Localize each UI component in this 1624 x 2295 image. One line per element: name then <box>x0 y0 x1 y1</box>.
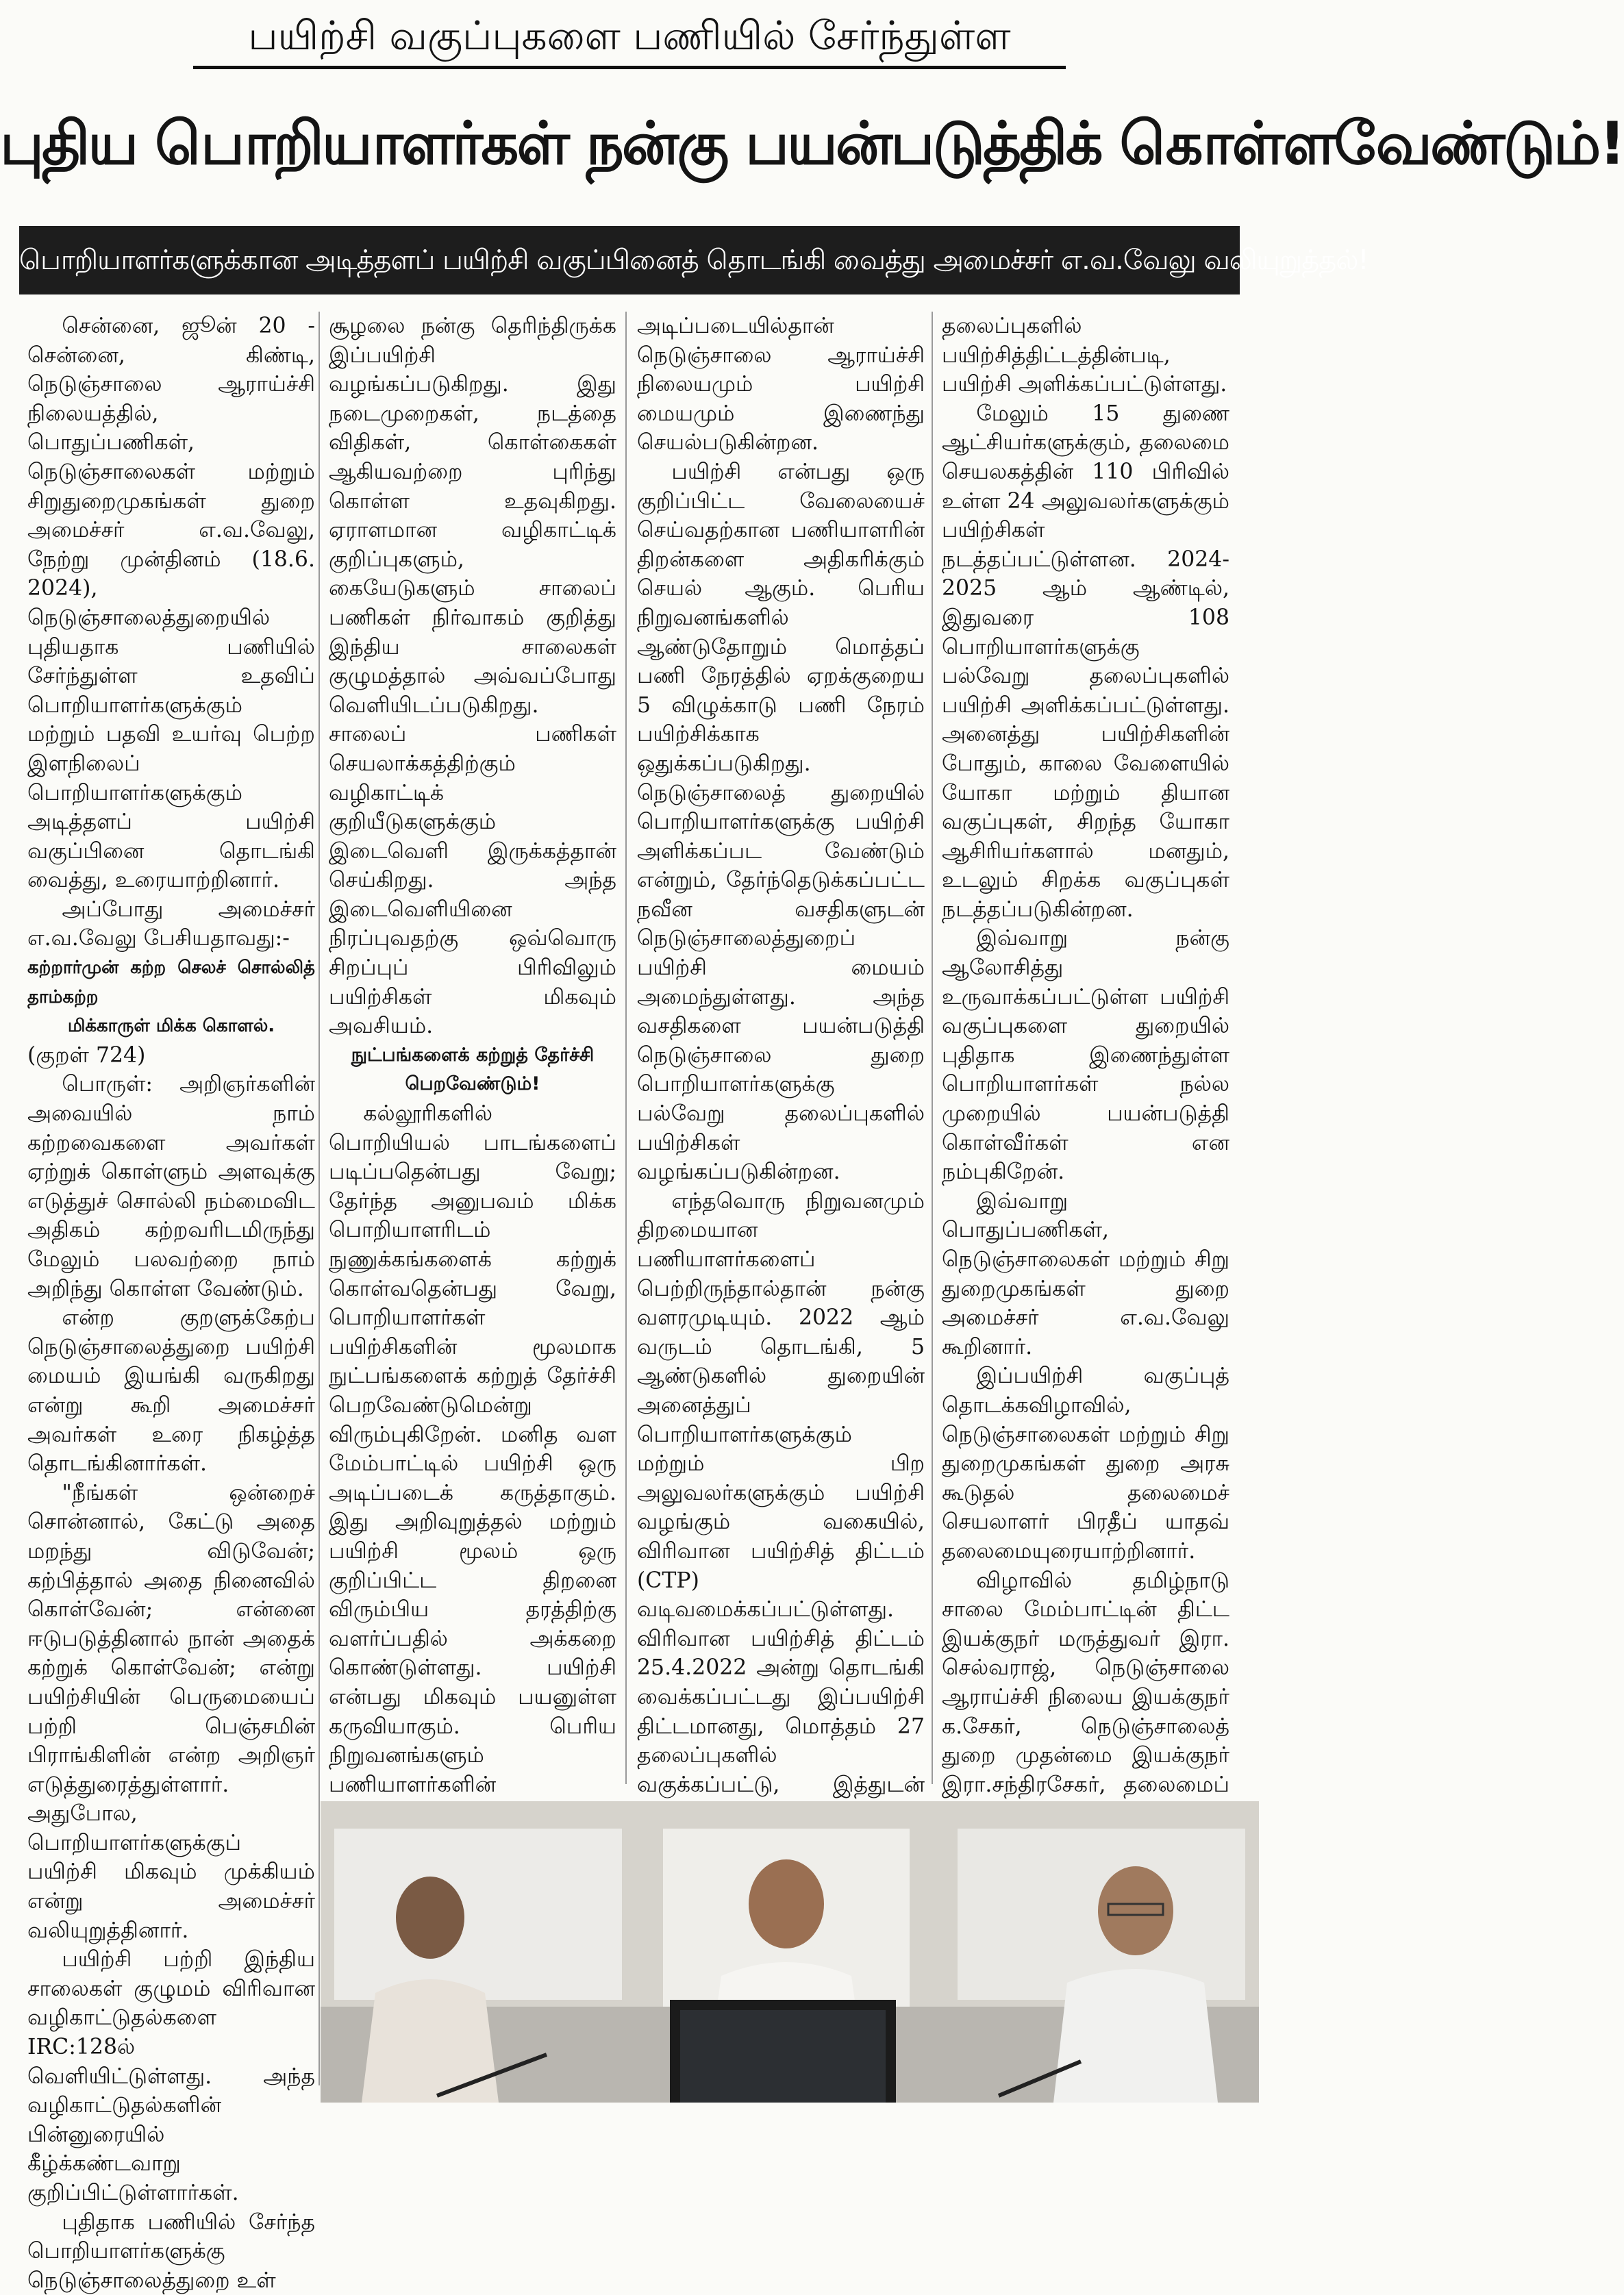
paragraph: மேலும் 15 துணை ஆட்சியர்களுக்கும், தலைமை செயலகத்தின் 110 பிரிவில் உள்ள 24 அலுவலர்களுக்கும் பயிற்சிகள் நடத்தப்பட்டுள்ளன. 2024-2025 ஆம் ஆண்டில், இதுவரை 108 பொறியாளர்களுக்கு பல்வேறு தலைப்புகளில் பயிற்சி அளிக்கப்பட்டுள்ளது. அனைத்து பயிற்சிகளின் போதும், காலை வேளையில் யோகா மற்றும் தியான வகுப்புகள், சிறந்த யோகா ஆசிரியர்களால் மனதும், உடலும் சிறக்க வகுப்புகள் நடத்தப்படுகின்றன. <box>942 401 1229 922</box>
headline: புதிய பொறியாளர்கள் நன்கு பயன்படுத்திக் கொள்ளவேண்டும்! <box>0 110 1624 178</box>
paragraph: இப்பயிற்சி வகுப்புத் தொடக்கவிழாவில், நெடுஞ்சாலைகள் மற்றும் சிறு துறைமுகங்கள் துறை அரசு கூடுதல் தலைமைச் செயலாளர் பிரதீப் யாதவ் தலைமையுரையாற்றினார். <box>942 1364 1229 1564</box>
column-rule <box>625 312 627 1784</box>
paragraph: விழாவில் தமிழ்நாடு சாலை மேம்பாட்டின் திட்ட இயக்குநர் மருத்துவர் இரா. செல்வராஜ், நெடுஞ்சாலை ஆராய்ச்சி நிலைய இயக்குநர் க.சேகர், நெடுஞ்சாலைத் துறை முதன்மை இயக்குநர் இரா.சந்திரசேகர், தலைமைப் <box>942 1568 1229 1797</box>
column-rule <box>932 312 933 1784</box>
kural-reference: (குறள் 724) <box>27 1042 146 1068</box>
article-column-2 <box>329 312 616 1801</box>
paragraph: இவ்வாறு பொதுப்பணிகள், நெடுஞ்சாலைகள் மற்றும் சிறு துறைமுகங்கள் துறை அமைச்சர் எ.வ.வேலு கூறினார். <box>942 1188 1229 1359</box>
paragraph: தலைப்புகளில் பயிற்சித்திட்டத்தின்படி, பயிற்சி அளிக்கப்பட்டுள்ளது. <box>942 314 1227 397</box>
article-column-3 <box>637 312 925 1801</box>
paragraph: "நீங்கள் ஒன்றைச் சொன்னால், கேட்டு அதை மறந்து விடுவேன்; கற்பித்தால் அதை நினைவில் கொள்வேன்; என்னை ஈடுபடுத்தினால் நான் அதைக் கற்றுக் கொள்வேன்; என்று பயிற்சியின் பெருமையைப் பற்றி பெஞ்சமின் பிராங்கிளின் என்ற அறிஞர் எடுத்துரைத்துள்ளார். அதுபோல, பொறியாளர்களுக்குப் பயிற்சி மிகவும் முக்கியம் என்று அமைச்சர் வலியுறுத்தினார். <box>27 1480 315 1943</box>
paragraph: சூழலை நன்கு தெரிந்திருக்க இப்பயிற்சி வழங்கப்படுகிறது. இது நடைமுறைகள், நடத்தை விதிகள், கொள்கைகள் ஆகியவற்றை புரிந்து கொள்ள உதவுகிறது. ஏராளமான வழிகாட்டிக் குறிப்புகளும், கையேடுகளும் சாலைப் பணிகள் நிர்வாகம் குறித்து இந்திய சாலைகள் குழுமத்தால் அவ்வப்போது வெளியிடப்படுகிறது. சாலைப் பணிகள் செயலாக்கத்திற்கும் வழிகாட்டிக் குறியீடுகளுக்கும் இடைவெளி இருக்கத்தான் செய்கிறது. அந்த இடைவெளியினை நிரப்புவதற்கு ஒவ்வொரு சிறப்புப் பிரிவிலும் பயிற்சிகள் மிகவும் அவசியம். <box>329 314 616 1039</box>
article-column-1 <box>27 312 315 2293</box>
paragraph: சென்னை, ஜூன் 20 - சென்னை, கிண்டி, நெடுஞ்சாலை ஆராய்ச்சி நிலையத்தில், பொதுப்பணிகள், நெடுஞ்சாலைகள் மற்றும் சிறுதுறைமுகங்கள் துறை அமைச்சர் எ.வ.வேலு, நேற்று முன்தினம் (18.6. 2024), நெடுஞ்சாலைத்துறையில் புதியதாக பணியில் சேர்ந்துள்ள உதவிப் பொறியாளர்களுக்கும் மற்றும் பதவி உயர்வு பெற்ற இளநிலைப் பொறியாளர்களுக்கும் அடித்தளப் பயிற்சி வகுப்பினை தொடங்கி வைத்து, உரையாற்றினார். <box>27 314 315 893</box>
paragraph: பொருள்: அறிஞர்களின் அவையில் நாம் கற்றவைகளை அவர்கள் ஏற்றுக் கொள்ளும் அளவுக்கு எடுத்துச் சொல்லி நம்மைவிட அதிகம் கற்றவரிடமிருந்து மேலும் பலவற்றை நாம் அறிந்து கொள்ள வேண்டும். <box>27 1072 315 1301</box>
paragraph: அடிப்படையில்தான் நெடுஞ்சாலை ஆராய்ச்சி நிலையமும் பயிற்சி மையமும் இணைந்து செயல்படுகின்றன. <box>637 314 925 455</box>
kicker: பயிற்சி வகுப்புகளை பணியில் சேர்ந்துள்ள <box>193 5 1065 69</box>
paragraph: அப்போது அமைச்சர் எ.வ.வேலு பேசியதாவது:- <box>27 896 315 951</box>
event-photo-illustration <box>321 1801 1259 2103</box>
kicker-wrap <box>0 5 1259 67</box>
kural-line-1: கற்றார்முன் கற்ற செலச் சொல்லித் தாம்கற்ற <box>27 957 315 1007</box>
paragraph: எந்தவொரு நிறுவனமும் திறமையான பணியாளர்களைப் பெற்றிருந்தால்தான் நன்கு வளரமுடியும். 2022 ஆம் வருடம் தொடங்கி, 5 ஆண்டுகளில் துறையின் அனைத்துப் பொறியாளர்களுக்கும் மற்றும் பிற அலுவலர்களுக்கும் பயிற்சி வழங்கும் வகையில், விரிவான பயிற்சித் திட்டம் (CTP) வடிவமைக்கப்பட்டுள்ளது. விரிவான பயிற்சித் திட்டம் 25.4.2022 அன்று தொடங்கி வைக்கப்பட்டது இப்பயிற்சி திட்டமானது, மொத்தம் 27 தலைப்புகளில் வகுக்கப்பட்டு, இத்துடன் <box>637 1188 925 1797</box>
paragraph: புதிதாக பணியில் சேர்ந்த பொறியாளர்களுக்கு நெடுஞ்சாலைத்துறை உள் <box>27 2209 315 2293</box>
sub-heading: நுட்பங்களைக் கற்றுத் தேர்ச்சி பெறவேண்டும்! <box>351 1044 595 1095</box>
column-rule <box>318 312 320 2085</box>
event-photo <box>321 1801 1259 2103</box>
kural-line-2: மிக்காருள் மிக்க கொளல். <box>67 1016 275 1037</box>
paragraph: என்ற குறளுக்கேற்ப நெடுஞ்சாலைத்துறை பயிற்சி மையம் இயங்கி வருகிறது என்று கூறி அமைச்சர் அவர்கள் உரை நிகழ்த்த தொடங்கினார்கள். <box>27 1305 315 1477</box>
paragraph: கல்லூரிகளில் பொறியியல் பாடங்களைப் படிப்பதென்பது வேறு; தேர்ந்த அனுபவம் மிக்க பொறியாளரிடம் நுணுக்கங்களைக் கற்றுக் கொள்வதென்பது வேறு, பொறியாளர்கள் பயிற்சிகளின் மூலமாக நுட்பங்களைக் கற்றுத் தேர்ச்சி பெறவேண்டுமென்று விரும்புகிறேன். மனித வள மேம்பாட்டில் பயிற்சி ஒரு அடிப்படைக் கருத்தாகும். இது அறிவுறுத்தல் மற்றும் பயிற்சி மூலம் ஒரு குறிப்பிட்ட திறனை விரும்பிய தரத்திற்கு வளர்ப்பதில் அக்கறை கொண்டுள்ளது. பயிற்சி என்பது மிகவும் பயனுள்ள கருவியாகும். பெரிய நிறுவனங்களும் பணியாளர்களின் <box>329 1101 616 1797</box>
paragraph: பயிற்சி பற்றி இந்திய சாலைகள் குழுமம் விரிவான வழிகாட்டுதல்களை IRC:128ல் வெளியிட்டுள்ளது. அந்த வழிகாட்டுதல்களின் பின்னுரையில் கீழ்க்கண்டவாறு குறிப்பிட்டுள்ளார்கள். <box>27 1947 315 2205</box>
paragraph: இவ்வாறு நன்கு ஆலோசித்து உருவாக்கப்பட்டுள்ள பயிற்சி வகுப்புகளை துறையில் புதிதாக இணைந்துள்ள பொறியாளர்கள் நல்ல முறையில் பயன்படுத்தி கொள்வீர்கள் என நம்புகிறேன். <box>942 926 1229 1185</box>
article-column-4 <box>942 312 1229 1801</box>
paragraph: பயிற்சி என்பது ஒரு குறிப்பிட்ட வேலையைச் செய்வதற்கான பணியாளரின் திறன்களை அதிகரிக்கும் செயல் ஆகும். பெரிய நிறுவனங்களில் ஆண்டுதோறும் மொத்தப் பணி நேரத்தில் ஏறக்குறைய 5 விழுக்காடு பணி நேரம் பயிற்சிக்காக ஒதுக்கப்படுகிறது. நெடுஞ்சாலைத் துறையில் பொறியாளர்களுக்கு பயிற்சி அளிக்கப்பட வேண்டும் என்றும், தேர்ந்தெடுக்கப்பட்ட நவீன வசதிகளுடன் நெடுஞ்சாலைத்துறைப் பயிற்சி மையம் அமைந்துள்ளது. அந்த வசதிகளை பயன்படுத்தி நெடுஞ்சாலை துறை பொறியாளர்களுக்கு பல்வேறு தலைப்புகளில் பயிற்சிகள் வழங்கப்படுகின்றன. <box>637 459 925 1185</box>
sub-headline-banner: பொறியாளர்களுக்கான அடித்தளப் பயிற்சி வகுப்பினைத் தொடங்கி வைத்து அமைச்சர் எ.வ.வேலு வலியுறுத்தல்! <box>19 226 1240 294</box>
